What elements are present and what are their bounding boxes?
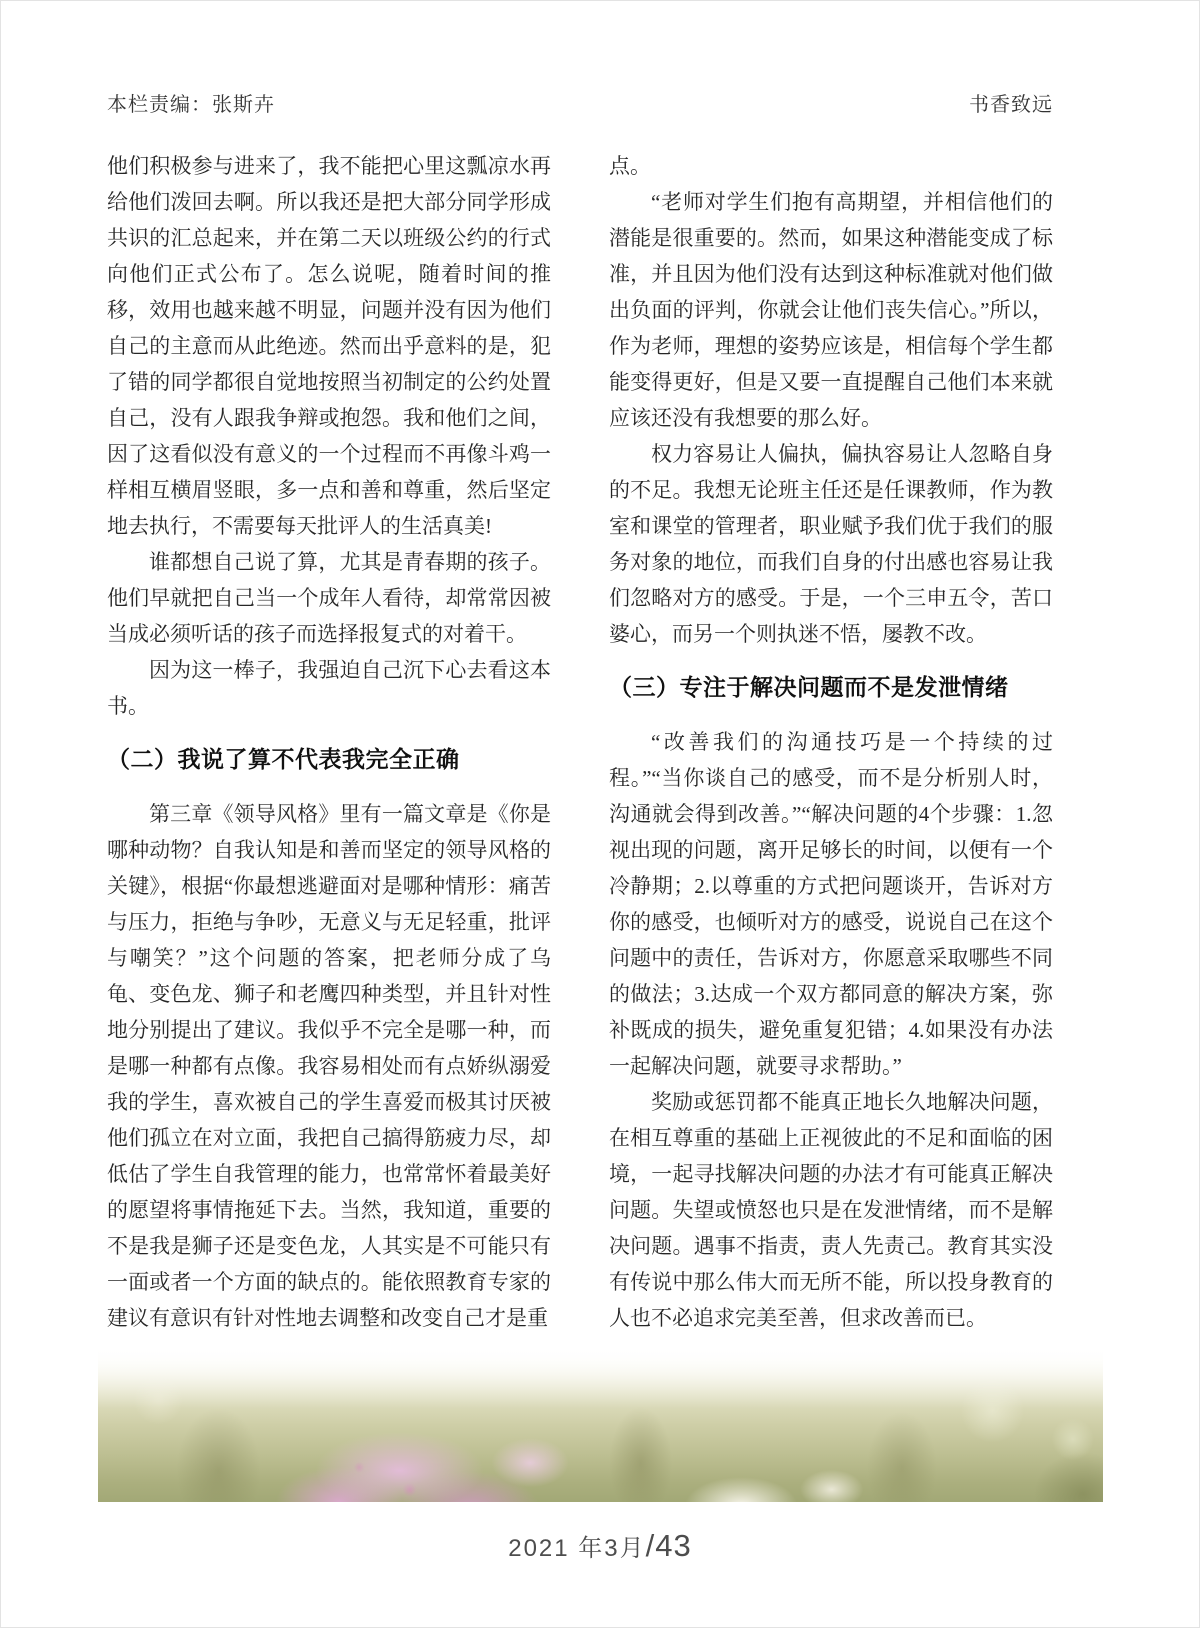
paragraph: 他们积极参与进来了，我不能把心里这瓢凉水再给他们泼回去啊。所以我还是把大部分同学形成共识的汇总起来，并在第二天以班级公约的行式向他们正式公布了。怎么说呢，随着时间的推移，效用也越来越不明显，问题并没有因为他们自己的主意而从此绝迹。然而出乎意料的是，犯了错的同学都很自觉地按照当初制定的公约处置自己，没有人跟我争辩或抱怨。我和他们之间，因了这看似没有意义的一个过程而不再像斗鸡一样相互横眉竖眼，多一点和善和尊重，然后坚定地去执行，不需要每天批评人的生活真美! [107,154,551,538]
paragraph: 权力容易让人偏执，偏执容易让人忽略自身的不足。我想无论班主任还是任课教师，作为教室和课堂的管理者，职业赋予我们优于我们的服务对象的地位，而我们自身的付出感也容易让我们忽略对方的感受。于是，一个三申五令，苦口婆心，而另一个则执迷不悟，屡教不改。 [609,442,1053,646]
section-heading-three: （三）专注于解决问题而不是发泄情绪 [609,674,1009,700]
page-footer [0,1528,1200,1564]
page-header [107,88,1053,117]
left-column [107,148,551,1336]
paragraph: “老师对学生们抱有高期望，并相信他们的潜能是很重要的。然而，如果这种潜能变成了标准，并且因为他们没有达到这种标准就对他们做出负面的评判，你就会让他们丧失信心。”所以，作为老师，理想的姿势应该是，相信每个学生都能变得更好，但是又要一直提醒自己他们本来就应该还没有我想要的那么好。 [609,190,1053,430]
footer-page-number: /43 [645,1528,692,1563]
two-column-body [107,148,1053,1336]
header-editor-label: 本栏责编：张斯卉 [107,94,275,116]
paragraph: 谁都想自己说了算，尤其是青春期的孩子。他们早就把自己当一个成年人看待，却常常因被当成必须听话的孩子而选择报复式的对着干。 [107,550,551,646]
header-column-title: 书香致远 [969,94,1053,116]
paragraph: 因为这一棒子，我强迫自己沉下心去看这本书。 [107,658,551,718]
paragraph: “改善我们的沟通技巧是一个持续的过程。”“当你谈自己的感受，而不是分析别人时，沟通就会得到改善。”“解决问题的4个步骤：1.忽视出现的问题，离开足够长的时间，以便有一个冷静期；2.以尊重的方式把问题谈开，告诉对方你的感受，也倾听对方的感受，说说自己在这个问题中的责任，告诉对方，你愿意采取哪些不同的做法；3.达成一个双方都同意的解决方案，弥补既成的损失，避免重复犯错；4.如果没有办法一起解决问题，就要寻求帮助。” [609,730,1053,1078]
paragraph: 点。 [609,154,651,178]
flowers-photo [98,1345,1103,1502]
section-heading-two: （二）我说了算不代表我完全正确 [107,746,460,772]
footer-issue-date: 2021 年3月 [508,1535,646,1562]
right-column [609,148,1053,1336]
paragraph: 奖励或惩罚都不能真正地长久地解决问题，在相互尊重的基础上正视彼此的不足和面临的困境，一起寻找解决问题的办法才有可能真正解决问题。失望或愤怒也只是在发泄情绪，而不是解决问题。遇事不指责，责人先责己。教育其实没有传说中那么伟大而无所不能，所以投身教育的人也不必追求完美至善，但求改善而已。 [609,1090,1053,1330]
paragraph: 第三章《领导风格》里有一篇文章是《你是哪种动物？自我认知是和善而坚定的领导风格的关键》，根据“你最想逃避面对是哪种情形：痛苦与压力，拒绝与争吵，无意义与无足轻重，批评与嘲笑？”这个问题的答案，把老师分成了乌龟、变色龙、狮子和老鹰四种类型，并且针对性地分别提出了建议。我似乎不完全是哪一种，而是哪一种都有点像。我容易相处而有点娇纵溺爱我的学生，喜欢被自己的学生喜爱而极其讨厌被他们孤立在对立面，我把自己搞得筋疲力尽，却低估了学生自我管理的能力，也常常怀着最美好的愿望将事情拖延下去。当然，我知道，重要的不是我是狮子还是变色龙，人其实是不可能只有一面或者一个方面的缺点的。能依照教育专家的建议有意识有针对性地去调整和改变自己才是重 [107,802,551,1330]
